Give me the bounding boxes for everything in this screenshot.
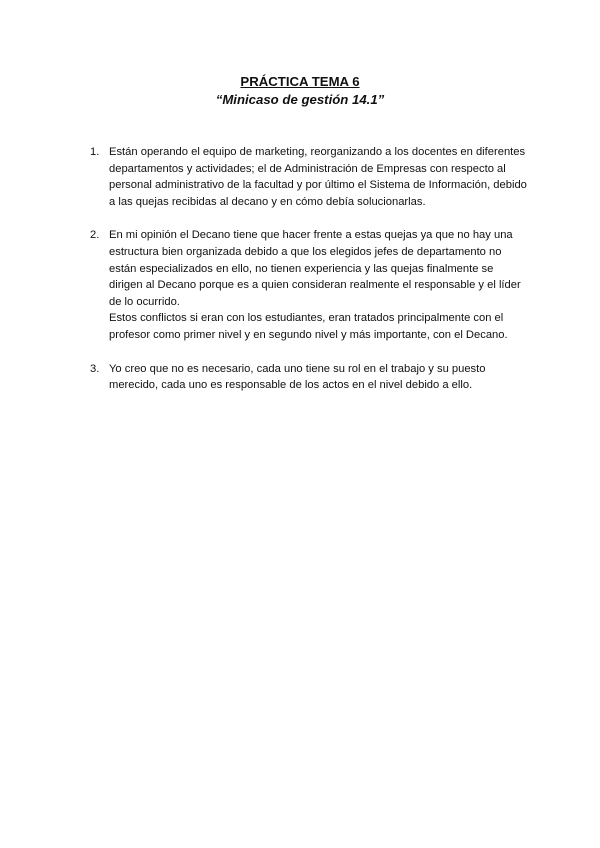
answer-list: [90, 144, 530, 411]
list-item-paragraph: Estos conflictos si eran con los estudiantes, eran tratados principalmente con el profesor como primer nivel y en segundo nivel y más importante, con el Decano.: [109, 312, 508, 341]
list-item-paragraph: En mi opinión el Decano tiene que hacer frente a estas quejas ya que no hay una estructura bien organizada debido a que los elegidos jefes de departamento no están especializados en ello, no tienen experiencia y las quejas finalmente se dirigen al Decano porque es a quien consideran realmente el responsable y el líder de lo ocurrido.: [109, 229, 521, 308]
list-item-1: [90, 144, 530, 210]
list-item-number: 3.: [90, 362, 100, 375]
list-item-number: 2.: [90, 229, 100, 242]
list-item-paragraph: Están operando el equipo de marketing, reorganizando a los docentes en diferentes departamentos y actividades; el de Administración de Empresas con respecto al personal administrativo de la facultad y por último el Sistema de Información, debido a las quejas recibidas al decano y en cómo debía solucionarlas.: [109, 146, 527, 208]
list-item-number: 1.: [90, 146, 100, 158]
list-item-paragraph: Yo creo que no es necesario, cada uno tiene su rol en el trabajo y su puesto merecido, cada uno es responsable de los actos en el nivel debido a ello.: [109, 362, 486, 392]
document-title: PRÁCTICA TEMA 6: [240, 74, 360, 89]
list-item-3: [90, 361, 530, 394]
list-item-2: [90, 227, 530, 343]
document-subtitle: “Minicaso de gestión 14.1”: [215, 92, 385, 107]
